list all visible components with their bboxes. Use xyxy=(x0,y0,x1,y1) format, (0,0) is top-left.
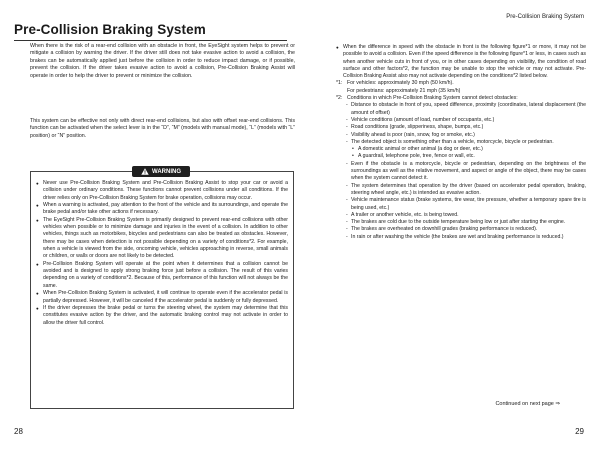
condition-item: - Even if the obstacle is a motorcycle, bicycle or pedestrian, depending on the brightness of the surroundings as well as the relative movement, and aspect or angle of the object, there may be cases when the system cannot detect it. xyxy=(336,161,586,183)
footnote-2-intro: Conditions in which Pre-Collision Braking System cannot detect obstacles: xyxy=(347,95,518,102)
condition-item: - The brakes are cold due to the outside temperature being low or just after starting the engine. xyxy=(336,219,586,226)
warning-item: ● If the driver depresses the brake pedal or turns the steering wheel, the system may determine that this constitutes evasive action by the driver, and the automatic braking control may not activate in order to allow the driver full control. xyxy=(36,305,288,327)
warning-item: ● Pre-Collision Braking System will operate at the point when it determines that a collision cannot be avoided and is designed to apply strong braking force just before a collision. The result of this varies depending on a variety of conditions*2. Because of this, performance of this function will not always be the same. xyxy=(36,261,288,290)
condition-item: - Vehicle maintenance status (brake systems, tire wear, tire pressure, whether a temporary spare tire is being used, etc.) xyxy=(336,197,586,212)
footnote-1 xyxy=(336,80,586,95)
condition-item: - Distance to obstacle in front of you, speed difference, proximity (coordinates, lateral displacement (the amount of offset) xyxy=(336,102,586,117)
condition-item: - The detected object is something other than a vehicle, motorcycle, bicycle or pedestrian. xyxy=(336,139,586,146)
condition-item: - The brakes are overheated on downhill grades (braking performance is reduced). xyxy=(336,226,586,233)
warning-list xyxy=(36,180,288,327)
warning-box xyxy=(30,168,294,409)
warning-item: ● When a warning is activated, pay attention to the front of the vehicle and its surroundings, and operate the brake pedal and/or take other actions if necessary. xyxy=(36,202,288,217)
running-header: Pre-Collision Braking System xyxy=(506,14,584,20)
page-title: Pre-Collision Braking System xyxy=(14,22,206,37)
footnote-1-line: For pedestrians: approximately 21 mph (35 km/h) xyxy=(347,87,461,94)
right-page xyxy=(300,0,600,450)
title-rule xyxy=(14,40,287,41)
speed-difference-bullet: ● When the difference in speed with the obstacle in front is the following figure*1 or more, it may not be possible to avoid a collision. Even if the speed difference is the following figure*1 or less, in cases such as when another vehicle cuts in front of you, or in other cases depending on visibility, the condition of road surface and other factors*2, the function may be unable to stop the vehicle or may not activate. Pre-Collision Braking Assist also may not activate depending on the conditions*2 listed below. xyxy=(336,44,586,80)
right-column xyxy=(336,44,586,241)
page-number-left: 28 xyxy=(14,427,23,436)
continued-next-page: Continued on next page ⇒ xyxy=(495,401,560,407)
warning-item: ● The EyeSight Pre-Collision Braking System is primarily designed to prevent rear-end collisions with other vehicles when possible or to minimize damage and injuries in the event of a collision. In addition to other vehicles, things such as motorbikes, bicycles and pedestrians can also be treated as obstacles. However, there may be cases when detection is not possible depending on a variety of conditions*2. For example, when a vehicle is viewed from the side, oncoming vehicle, vehicles approaching in reverse, small animals or children, or walls or doors are not likely to be detected. xyxy=(36,217,288,261)
intro-paragraph-2: This system can be effective not only with direct rear-end collisions, but also with offset rear-end collisions. This function can be activated when the select lever is in the “D”, “M” (models with manual mode), “L” (models with “L” position) or “N” position. xyxy=(30,118,295,139)
condition-item: - Vehicle conditions (amount of load, number of occupants, etc.) xyxy=(336,117,586,124)
warning-item: ● Never use Pre-Collision Braking System and Pre-Collision Braking Assist to stop your car or avoid a collision under ordinary conditions. These functions cannot prevent collisions under all conditions. If the driver relies only on Pre-Collision Braking System for brake operation, collisions may occur. xyxy=(36,180,288,202)
condition-item: - In rain or after washing the vehicle (the brakes are wet and braking performance is reduced.) xyxy=(336,234,586,241)
condition-item: - A trailer or another vehicle, etc. is being towed. xyxy=(336,212,586,219)
warning-label xyxy=(132,166,190,177)
warning-item: ● When Pre-Collision Braking System is activated, it will continue to operate even if the accelerator pedal is partially depressed. However, it will be canceled if the accelerator pedal is suddenly or fully depressed. xyxy=(36,290,288,305)
warning-triangle-icon xyxy=(141,168,149,175)
condition-item: - Road conditions (grade, slipperiness, shape, bumps, etc.) xyxy=(336,124,586,131)
footnote-2-mark: *2: xyxy=(336,95,343,102)
footnote-1-line: For vehicles: approximately 30 mph (50 km/h). xyxy=(347,80,454,87)
condition-sub-item: • A guardrail, telephone pole, tree, fence or wall, etc. xyxy=(336,153,586,160)
condition-item: - Visibility ahead is poor (rain, snow, fog or smoke, etc.) xyxy=(336,132,586,139)
condition-item: - The system determines that operation by the driver (based on accelerator pedal operation, braking, steering wheel angle, etc.) is intended as evasive action. xyxy=(336,183,586,198)
footnote-1-mark: *1: xyxy=(336,80,343,87)
warning-label-text: WARNING xyxy=(152,168,181,175)
condition-sub-item: • A domestic animal or other animal (a dog or deer, etc.) xyxy=(336,146,586,153)
intro-paragraph-1: When there is the risk of a rear-end collision with an obstacle in front, the EyeSight system helps to prevent or mitigate a collision by warning the driver. If the driver still does not take evasive action to avoid a collision, the brakes can be automatically applied just before the collision in order to reduce impact damage, or if possible, prevent the collision. If the driver takes evasive action to avoid a collision, Pre-Collision Braking Assist will operate in order to help the driver to prevent or minimize the collision. xyxy=(30,43,295,79)
footnote-2 xyxy=(336,95,586,102)
page-number-right: 29 xyxy=(575,427,584,436)
